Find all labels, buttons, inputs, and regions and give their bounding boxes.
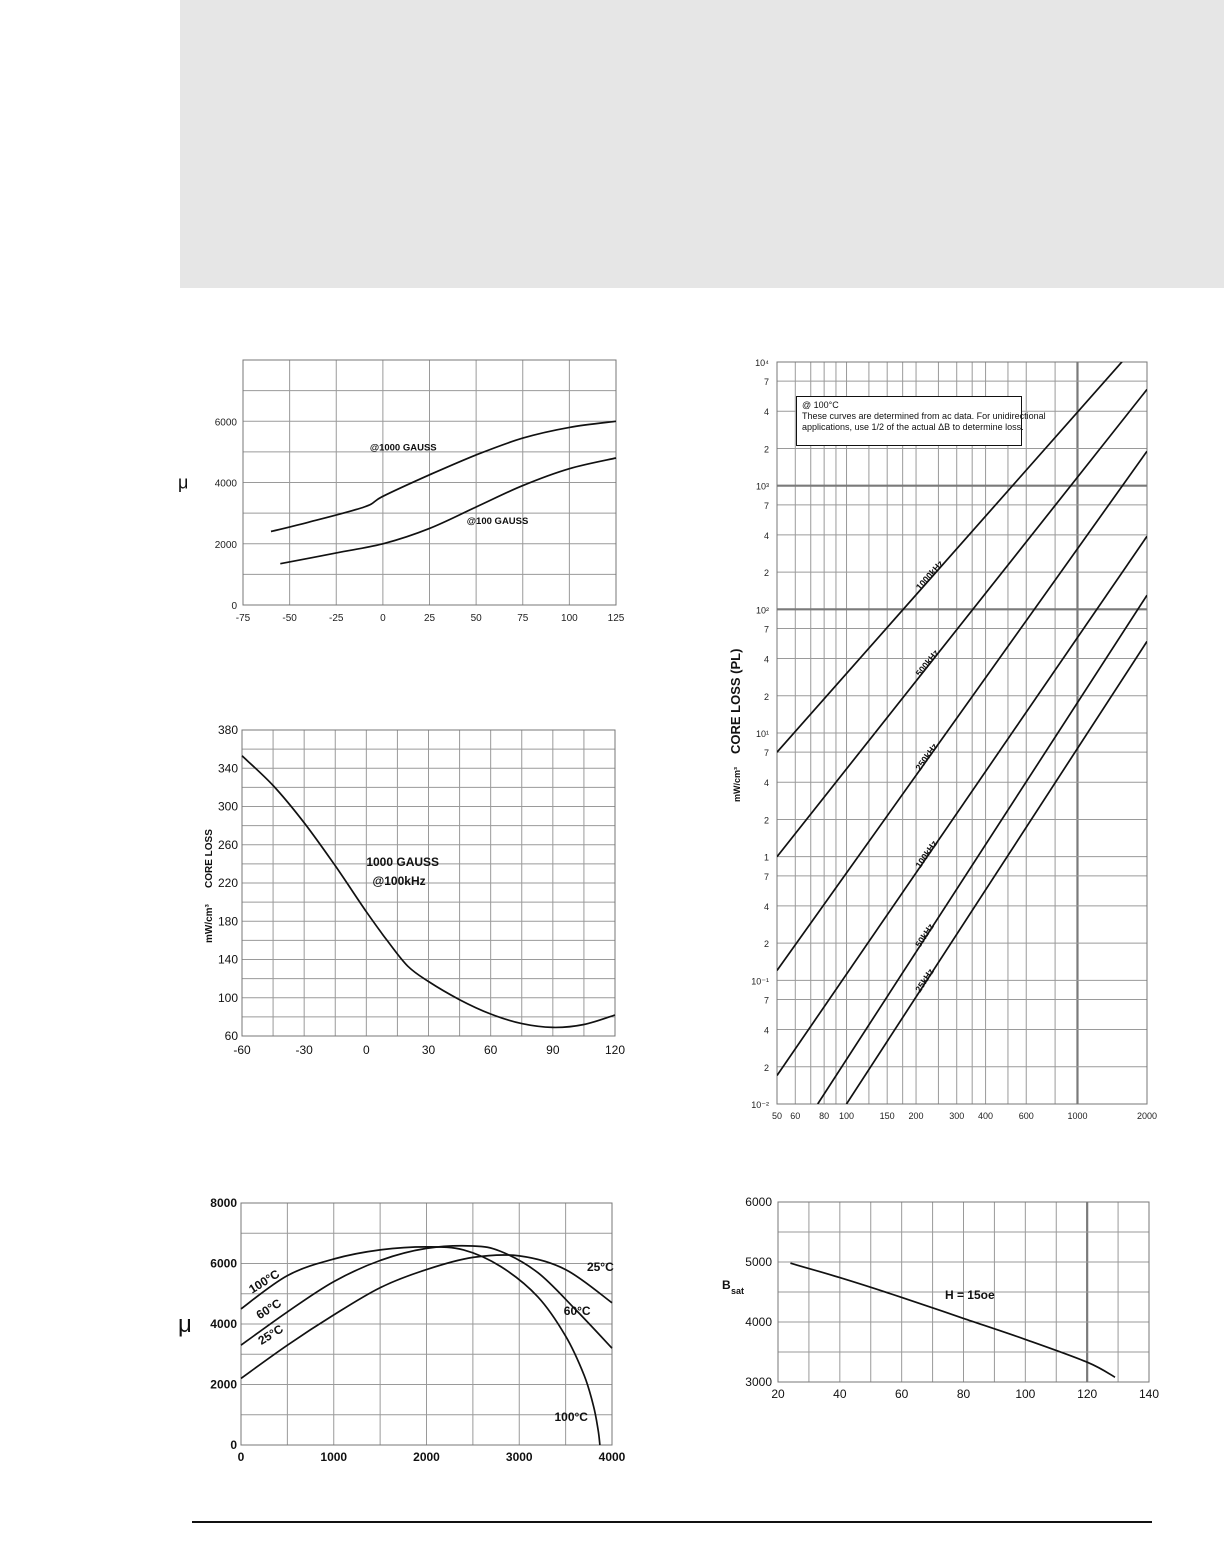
y-tick-label: 4000 <box>214 478 237 490</box>
y-tick-label: 10⁻² <box>751 1100 769 1110</box>
y-tick-label: 4 <box>763 654 769 665</box>
y-axis-label-sub: sat <box>731 1286 745 1296</box>
series-line-1 <box>777 389 1147 856</box>
y-axis-label: CORE LOSS (PL) <box>728 648 743 754</box>
series-label-left: 25°C <box>255 1321 286 1348</box>
x-tick-label: 2000 <box>1136 1111 1158 1121</box>
series-line-1 <box>280 458 616 564</box>
x-tick-label: 60 <box>790 1111 801 1121</box>
y-tick-label: 300 <box>217 799 238 814</box>
series-line-2 <box>241 1247 600 1445</box>
y-tick-label: 4 <box>763 901 769 912</box>
chart2-svg <box>160 720 640 1070</box>
x-tick-label: 60 <box>894 1387 909 1401</box>
chart-coreloss-vs-temperature <box>160 720 640 1070</box>
x-tick-label: 75 <box>517 613 529 624</box>
x-tick-label: -30 <box>295 1043 313 1057</box>
chart3-svg <box>160 1190 640 1480</box>
annotation-line-1: 1000 GAUSS <box>366 854 440 869</box>
y-tick-label: 3000 <box>745 1375 772 1389</box>
series-line-0 <box>271 421 616 531</box>
y-tick-label: 7 <box>763 995 769 1006</box>
series-line <box>790 1263 1115 1377</box>
y-tick-label: 260 <box>217 837 238 852</box>
x-tick-label: -25 <box>329 613 344 624</box>
y-tick-label: 2 <box>763 1062 769 1073</box>
x-tick-label: -75 <box>235 613 251 624</box>
y-tick-label: 140 <box>217 952 238 967</box>
chart4-note-box <box>796 396 1046 446</box>
x-tick-label: 0 <box>380 613 386 624</box>
series-label: 250kHz <box>913 741 940 773</box>
x-tick-label: 60 <box>483 1043 498 1057</box>
y-tick-label: 7 <box>763 500 769 511</box>
x-tick-label: 140 <box>1138 1387 1160 1401</box>
x-tick-label: 50 <box>771 1111 783 1121</box>
y-tick-label: 10⁴ <box>755 358 769 368</box>
x-tick-label: 100 <box>1015 1387 1036 1401</box>
y-tick-label: 4000 <box>745 1315 772 1329</box>
y-tick-label: 0 <box>230 1438 237 1452</box>
y-tick-label: 10³ <box>755 481 769 492</box>
y-tick-label: 10¹ <box>755 729 769 739</box>
x-tick-label: 40 <box>833 1387 847 1401</box>
x-tick-label: 90 <box>546 1043 560 1057</box>
y-tick-label: 2 <box>763 444 769 455</box>
x-tick-label: 50 <box>470 613 482 624</box>
chart-permeability-vs-flux <box>160 1190 640 1480</box>
y-axis-label: μ <box>178 1311 192 1338</box>
series-label: @100 GAUSS <box>466 515 529 527</box>
y-tick-label: 6000 <box>745 1195 772 1209</box>
x-tick-label: 100 <box>839 1111 855 1121</box>
x-tick-label: 1000 <box>1067 1111 1088 1121</box>
note-line-2: These curves are determined from ac data. For unidirectional <box>802 411 1046 421</box>
x-tick-label: 1000 <box>320 1450 348 1464</box>
chart-bsat-vs-temperature <box>700 1190 1180 1410</box>
y-tick-label: 0 <box>231 601 237 612</box>
y-tick-label: 7 <box>763 624 769 635</box>
x-tick-label: 20 <box>771 1387 785 1401</box>
series-label-right: 100°C <box>554 1409 588 1424</box>
y-tick-label: 2 <box>763 815 769 826</box>
y-tick-label: 220 <box>217 876 238 890</box>
y-tick-label: 340 <box>217 761 238 776</box>
y-axis-label: CORE LOSS <box>204 829 215 888</box>
y-tick-label: 2 <box>763 691 769 702</box>
chart-coreloss-vs-fluxdensity <box>700 355 1180 1135</box>
y-tick-label: 4 <box>763 530 769 541</box>
chart1-svg <box>160 350 640 640</box>
annotation: H = 15oe <box>944 1288 995 1303</box>
x-tick-label: 0 <box>362 1043 370 1057</box>
x-tick-label: 120 <box>1077 1387 1098 1401</box>
series-label: 25kHz <box>913 966 936 995</box>
note-line-1: @ 100°C <box>802 400 839 410</box>
chart-permeability-vs-temperature <box>160 350 640 640</box>
chart5-svg <box>700 1190 1180 1410</box>
y-tick-label: 7 <box>763 748 769 759</box>
x-tick-label: 0 <box>237 1450 245 1464</box>
y-tick-label: 6000 <box>210 1256 237 1271</box>
y-tick-label: 1 <box>763 852 769 863</box>
x-tick-label: 300 <box>949 1111 965 1121</box>
y-tick-label: 7 <box>763 377 769 388</box>
annotation-line-2: @100kHz <box>372 873 426 888</box>
series-line-2 <box>777 451 1147 970</box>
y-tick-label: 100 <box>217 990 238 1005</box>
x-tick-label: 25 <box>423 613 436 624</box>
note-line-3: applications, use 1/2 of the actual ΔB to determine loss. <box>802 422 1024 432</box>
x-tick-label: 3000 <box>505 1450 533 1464</box>
series-label: 100kHz <box>913 838 940 870</box>
y-tick-label: 4 <box>763 1025 769 1036</box>
series-label-right: 60°C <box>563 1303 591 1318</box>
y-tick-label: 2000 <box>214 539 237 551</box>
x-tick-label: 150 <box>879 1111 895 1121</box>
series-label-left: 60°C <box>253 1295 284 1323</box>
series-label-right: 25°C <box>586 1260 614 1275</box>
x-tick-label: 120 <box>604 1043 626 1057</box>
x-tick-label: -60 <box>233 1043 251 1057</box>
series-line-4 <box>818 595 1147 1104</box>
y-tick-label: 5000 <box>745 1255 772 1269</box>
y-axis-label: B <box>722 1278 731 1292</box>
x-tick-label: 4000 <box>598 1450 626 1464</box>
y-tick-label: 2000 <box>210 1377 237 1392</box>
y-tick-label: 2 <box>763 568 769 579</box>
header-band <box>180 0 1224 288</box>
y-tick-label: 380 <box>217 723 238 737</box>
y-tick-label: 7 <box>763 871 769 882</box>
series-label: @1000 GAUSS <box>369 442 437 454</box>
y-tick-label: 180 <box>217 914 238 929</box>
series-label-left: 100°C <box>246 1266 283 1297</box>
y-tick-label: 2 <box>763 939 769 950</box>
series-label: 50kHz <box>913 921 936 950</box>
y-axis-unit: mW/cm³ <box>732 766 742 802</box>
y-tick-label: 4 <box>763 407 769 418</box>
y-axis-unit: mW/cm³ <box>204 904 215 943</box>
footer-rule <box>192 1521 1152 1523</box>
y-tick-label: 8000 <box>210 1196 237 1210</box>
x-tick-label: 30 <box>421 1043 436 1057</box>
y-tick-label: 4000 <box>210 1317 237 1331</box>
x-tick-label: 80 <box>956 1387 971 1401</box>
x-tick-label: -50 <box>282 613 297 624</box>
x-tick-label: 80 <box>819 1111 830 1121</box>
y-axis-label-group <box>728 649 743 802</box>
x-tick-label: 100 <box>561 613 578 624</box>
series-line-3 <box>777 536 1147 1075</box>
series-label: 1000kHz <box>914 558 946 593</box>
y-tick-label: 60 <box>224 1029 238 1043</box>
x-tick-label: 400 <box>978 1111 994 1121</box>
y-tick-label: 10² <box>755 605 769 616</box>
y-tick-label: 10⁻¹ <box>751 976 769 987</box>
y-axis-label: μ <box>178 472 189 493</box>
x-tick-label: 125 <box>607 613 625 624</box>
chart4-svg <box>700 355 1180 1135</box>
x-tick-label: 2000 <box>413 1450 440 1464</box>
series-label: 500kHz <box>913 647 941 679</box>
y-axis-label-group <box>204 829 215 943</box>
y-tick-label: 4 <box>763 778 769 789</box>
y-tick-label: 6000 <box>214 417 237 429</box>
x-tick-label: 200 <box>908 1111 924 1121</box>
x-tick-label: 600 <box>1018 1111 1034 1121</box>
